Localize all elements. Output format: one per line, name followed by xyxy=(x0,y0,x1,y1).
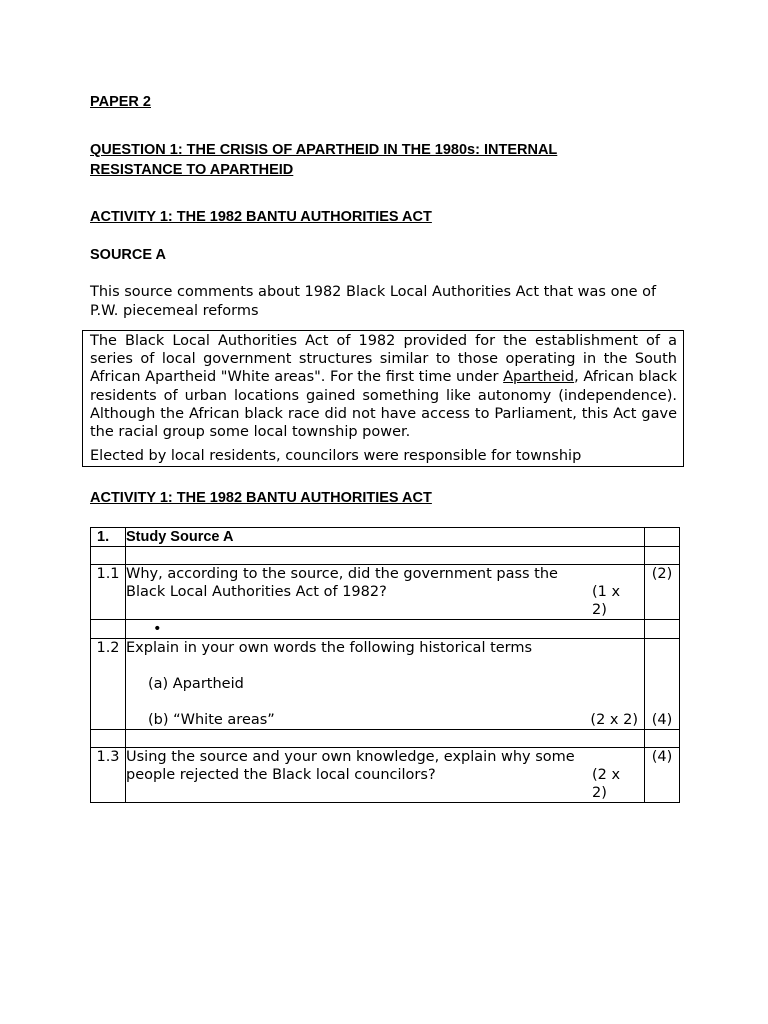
mark-allocation: (2 x 2) xyxy=(590,712,638,728)
question-text-cell xyxy=(126,748,645,803)
source-paragraph-1 xyxy=(90,332,677,441)
question-text-cell xyxy=(126,565,645,620)
marks: (2) xyxy=(645,565,680,620)
marks: (4) xyxy=(645,639,680,730)
marks: (4) xyxy=(645,748,680,803)
header-number: 1. xyxy=(91,528,126,547)
term-b: (b) “White areas” xyxy=(148,712,275,728)
source-intro: This source comments about 1982 Black Local Authorities Act that was one of P.W. piecemeal reforms xyxy=(90,284,657,319)
spacer-cell xyxy=(126,547,645,565)
apartheid-link[interactable]: Apartheid xyxy=(503,369,575,386)
question-row-1-3 xyxy=(91,748,680,803)
question-text-cell xyxy=(126,639,645,730)
mark-allocation: (2 x 2) xyxy=(592,767,621,801)
source-paragraph-1-start: The Black Local Authorities Act of 1982 provided for the establishment of a series of local government structures similar to those operating in the South African Apartheid "White areas". For the first time under xyxy=(90,333,677,386)
spacer-cell xyxy=(126,730,645,748)
question-text: Why, according to the source, did the government pass the Black Local Authorities Act of 1982? xyxy=(126,566,558,600)
header-marks-cell xyxy=(645,528,680,547)
question-heading xyxy=(90,140,557,180)
spacer-cell xyxy=(91,730,126,748)
question-heading-line-2: RESISTANCE TO APARTHEID xyxy=(90,162,294,178)
source-paragraph-1-end: , African black residents of urban locations gained something like autonomy (independence). Although the African black race did not have access to Parliament, this Act gave the racial group some local township power. xyxy=(90,369,678,441)
question-row-1-2 xyxy=(91,639,680,730)
source-heading: SOURCE A xyxy=(90,247,166,263)
spacer-cell xyxy=(645,730,680,748)
header-instruction: Study Source A xyxy=(126,528,645,547)
paper-label: PAPER 2 xyxy=(90,94,151,110)
term-a: (a) Apartheid xyxy=(148,676,244,692)
table-header-row xyxy=(91,528,680,547)
question-number: 1.1 xyxy=(91,565,126,620)
question-text: Using the source and your own knowledge, explain why some people rejected the Black local councilors? xyxy=(126,749,575,783)
question-text: Explain in your own words the following historical terms xyxy=(126,640,533,656)
bullet-cell: • xyxy=(126,620,645,639)
spacer-cell xyxy=(645,547,680,565)
source-paragraph-2: Elected by local residents, councilors were responsible for township xyxy=(90,448,582,465)
spacer-cell xyxy=(91,547,126,565)
activity-heading: ACTIVITY 1: THE 1982 BANTU AUTHORITIES ACT xyxy=(90,209,432,225)
questions-table xyxy=(90,527,680,803)
activity-heading-2: ACTIVITY 1: THE 1982 BANTU AUTHORITIES ACT xyxy=(90,490,432,506)
bullet-row xyxy=(91,620,680,639)
question-heading-line-1: QUESTION 1: THE CRISIS OF APARTHEID IN THE 1980s: INTERNAL xyxy=(90,142,558,158)
question-row-1-1 xyxy=(91,565,680,620)
spacer-row xyxy=(91,547,680,565)
bullet-marks-cell xyxy=(645,620,680,639)
source-a-box xyxy=(82,330,684,467)
question-number: 1.3 xyxy=(91,748,126,803)
question-number: 1.2 xyxy=(91,639,126,730)
mark-allocation: (1 x 2) xyxy=(592,584,621,618)
spacer-row xyxy=(91,730,680,748)
bullet-number-cell xyxy=(91,620,126,639)
